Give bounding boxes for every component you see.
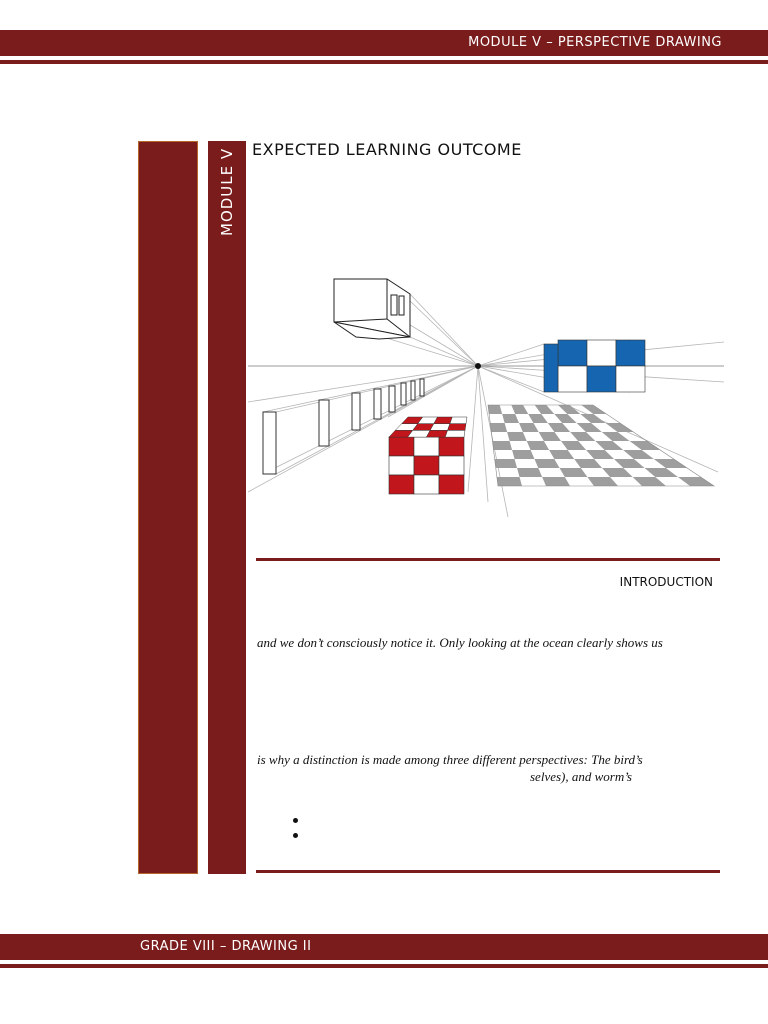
- bottom-divider: [256, 870, 720, 873]
- sidebar-inner-bar: [208, 141, 246, 874]
- header-title: MODULE V – PERSPECTIVE DRAWING: [468, 35, 722, 50]
- paragraph-line-2: is why a distinction is made among three different perspectives: The bird’s: [257, 752, 643, 767]
- header-underline: [0, 60, 768, 64]
- bullet-point: [293, 818, 298, 823]
- perspective-illustration: [248, 252, 728, 522]
- paragraph-line-1: and we don’t consciously notice it. Only looking at the ocean clearly shows us: [257, 635, 663, 650]
- footer-band: [0, 934, 768, 960]
- module-label: MODULE V: [218, 147, 236, 236]
- paragraph-line-3: selves), and worm’s: [530, 769, 632, 784]
- bullet-point: [293, 833, 298, 838]
- sidebar-outer-bar: [138, 141, 198, 874]
- footer-underline: [0, 964, 768, 968]
- footer-title: GRADE VIII – DRAWING II: [140, 939, 312, 954]
- page-title: EXPECTED LEARNING OUTCOME: [252, 140, 522, 159]
- top-divider: [256, 558, 720, 561]
- introduction-title: INTRODUCTION: [619, 575, 713, 589]
